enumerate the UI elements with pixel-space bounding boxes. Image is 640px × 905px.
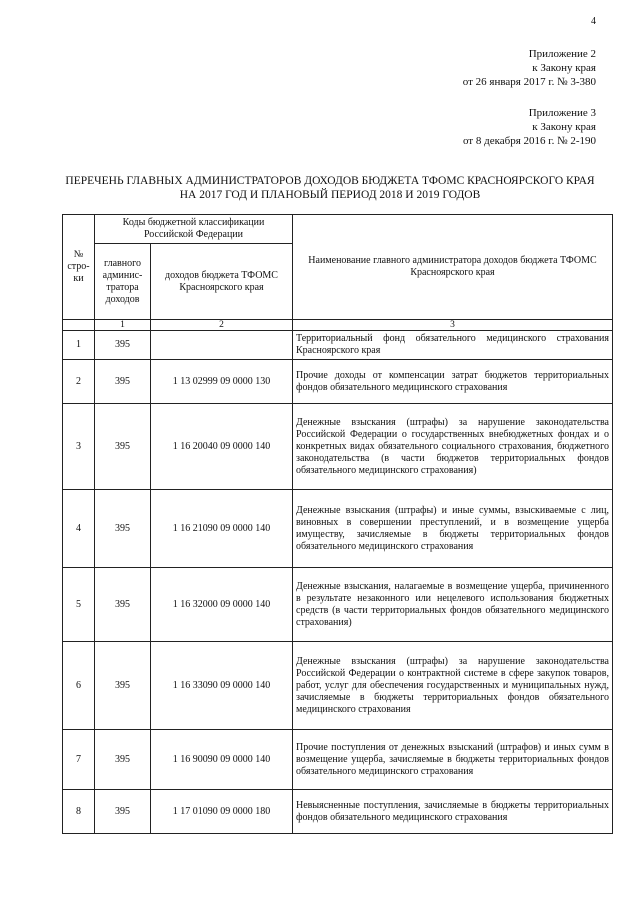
row-number: 5 <box>63 568 95 642</box>
table-row <box>63 331 613 360</box>
income-name: Прочие поступления от денежных взысканий (штрафов) и иных сумм в возмещение ущерба, зачисляемые в бюджеты территориальных фондов обязательного медицинского страхования <box>293 730 613 790</box>
income-name: Денежные взыскания (штрафы) за нарушение законодательства Российской Федерации о контрактной системе в сфере закупок товаров, работ, услуг для обеспечения государственных и муниципальных нужд, зачисляемые в бюджеты территориальных фондов обязательного медицинского страхования <box>293 642 613 730</box>
appendix-2-title: Приложение 2 <box>528 48 596 60</box>
appendix-2-header <box>463 47 596 89</box>
column-index-cell: 1 <box>95 320 151 331</box>
admin-code: 395 <box>95 790 151 834</box>
header-row-number: № стро-ки <box>63 215 95 320</box>
admin-code: 395 <box>95 490 151 568</box>
appendix-3-title: Приложение 3 <box>528 107 596 119</box>
document-title <box>60 174 600 202</box>
income-code: 1 16 21090 09 0000 140 <box>151 490 293 568</box>
income-name: Денежные взыскания (штрафы) и иные суммы, взыскиваемые с лиц, виновных в совершении преступлений, и в возмещение ущерба имуществу, зачисляемые в бюджеты территориальных фондов обязательного медицинского страхования <box>293 490 613 568</box>
income-code: 1 16 32000 09 0000 140 <box>151 568 293 642</box>
admin-code: 395 <box>95 360 151 404</box>
header-admin-code: главного админис-тратора доходов <box>95 244 151 320</box>
income-name: Невыясненные поступления, зачисляемые в бюджеты территориальных фондов обязательного медицинского страхования <box>293 790 613 834</box>
table-row <box>63 568 613 642</box>
table-row <box>63 730 613 790</box>
appendix-2-date: от 26 января 2017 г. № 3-380 <box>462 76 596 88</box>
table-row <box>63 642 613 730</box>
admin-code: 395 <box>95 730 151 790</box>
income-name: Прочие доходы от компенсации затрат бюджетов территориальных фондов обязательного медицинского страхования <box>293 360 613 404</box>
column-index-cell <box>63 320 95 331</box>
page-number: 4 <box>591 16 596 27</box>
administrators-table <box>62 214 613 834</box>
table-row <box>63 490 613 568</box>
header-income-code: доходов бюджета ТФОМС Красноярского края <box>151 244 293 320</box>
table-row <box>63 790 613 834</box>
income-code: 1 13 02999 09 0000 130 <box>151 360 293 404</box>
income-name: Денежные взыскания, налагаемые в возмещение ущерба, причиненного в результате незаконного или нецелевого использования бюджетных средств (в части территориальных фондов обязательного медицинского страхования) <box>293 568 613 642</box>
row-number: 6 <box>63 642 95 730</box>
table-row <box>63 360 613 404</box>
appendix-2-law-ref: к Закону края <box>532 62 596 74</box>
income-code <box>151 331 293 360</box>
income-name: Денежные взыскания (штрафы) за нарушение законодательства Российской Федерации о государственных внебюджетных фондах и о конкретных видах обязательного социального страхования, бюджетного законодательства (в части бюджетов территориальных фондов обязательного медицинского страхования) <box>293 404 613 490</box>
table-row <box>63 404 613 490</box>
header-administrator-name: Наименование главного администратора доходов бюджета ТФОМС Красноярского края <box>293 215 613 320</box>
income-code: 1 16 90090 09 0000 140 <box>151 730 293 790</box>
column-index-row <box>63 320 613 331</box>
document-title-line-1: ПЕРЕЧЕНЬ ГЛАВНЫХ АДМИНИСТРАТОРОВ ДОХОДОВ БЮДЖЕТА ТФОМС КРАСНОЯРСКОГО КРАЯ <box>65 175 595 187</box>
income-code: 1 16 33090 09 0000 140 <box>151 642 293 730</box>
header-codes-group: Коды бюджетной классификации Российской Федерации <box>95 215 293 244</box>
admin-code: 395 <box>95 568 151 642</box>
row-number: 4 <box>63 490 95 568</box>
column-index-cell: 2 <box>151 320 293 331</box>
appendix-3-header <box>463 106 596 148</box>
row-number: 7 <box>63 730 95 790</box>
document-title-line-2: НА 2017 ГОД И ПЛАНОВЫЙ ПЕРИОД 2018 И 2019 ГОДОВ <box>179 189 481 201</box>
income-code: 1 17 01090 09 0000 180 <box>151 790 293 834</box>
admin-code: 395 <box>95 331 151 360</box>
row-number: 3 <box>63 404 95 490</box>
row-number: 2 <box>63 360 95 404</box>
appendix-3-date: от 8 декабря 2016 г. № 2-190 <box>462 135 596 147</box>
column-index-cell: 3 <box>293 320 613 331</box>
admin-code: 395 <box>95 404 151 490</box>
income-code: 1 16 20040 09 0000 140 <box>151 404 293 490</box>
row-number: 1 <box>63 331 95 360</box>
row-number: 8 <box>63 790 95 834</box>
admin-code: 395 <box>95 642 151 730</box>
income-name: Территориальный фонд обязательного медицинского страхования Красноярского края <box>293 331 613 360</box>
appendix-3-law-ref: к Закону края <box>532 121 596 133</box>
